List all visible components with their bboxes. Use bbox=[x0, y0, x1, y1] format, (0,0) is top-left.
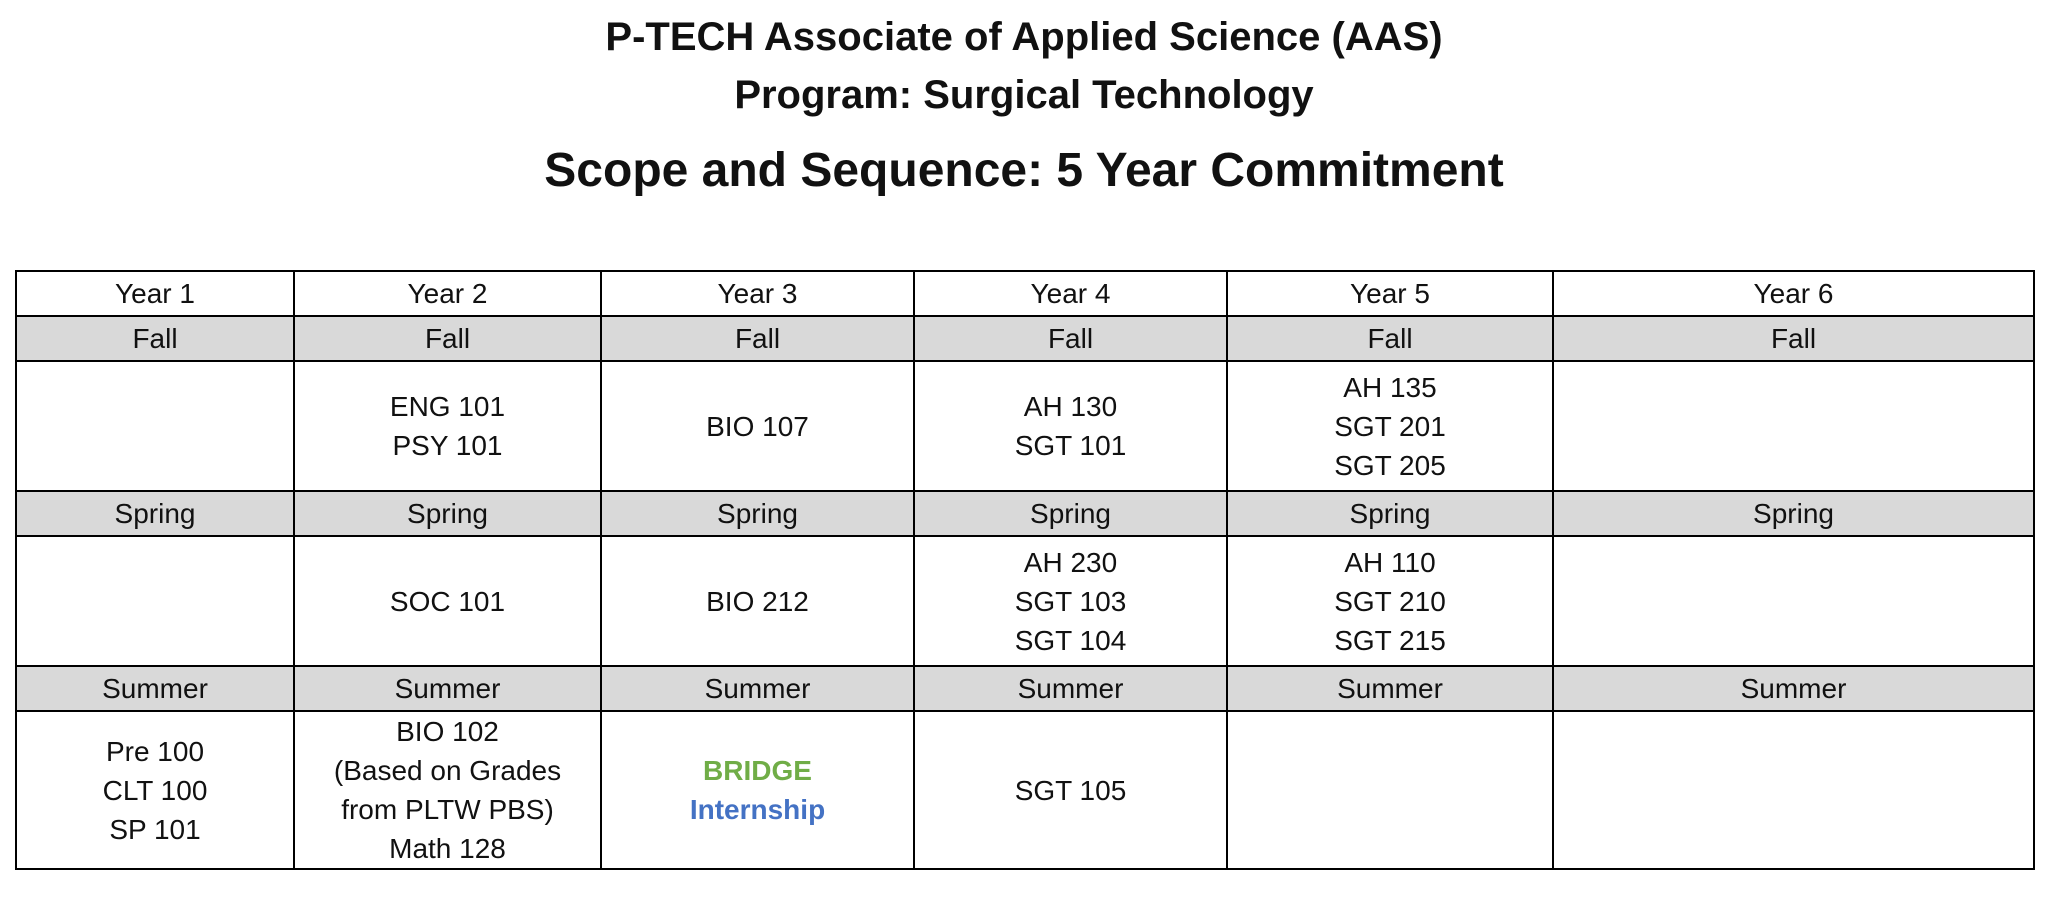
course-code: AH 230 bbox=[1023, 546, 1118, 578]
program-degree-title: P-TECH Associate of Applied Science (AAS) bbox=[605, 15, 1443, 59]
program-name-title: Program: Surgical Technology bbox=[734, 73, 1314, 117]
course-code: SOC 101 bbox=[389, 585, 506, 617]
course-code: Math 128 bbox=[389, 833, 506, 864]
course-code: AH 110 bbox=[1344, 546, 1436, 578]
course-code: Pre 100 bbox=[105, 735, 205, 767]
spring-courses-row bbox=[16, 536, 2034, 666]
scope-sequence-table bbox=[15, 270, 2035, 870]
spring-courses-year-1 bbox=[16, 536, 294, 666]
year-header-cell: Year 5 bbox=[1227, 271, 1553, 316]
course-code: SGT 105 bbox=[1014, 774, 1127, 806]
summer-courses-year-2 bbox=[294, 711, 601, 869]
spring-courses-year-5 bbox=[1227, 536, 1553, 666]
course-code: SGT 101 bbox=[1014, 430, 1127, 461]
spring-term-cell: Spring bbox=[601, 491, 914, 536]
spring-courses-year-2 bbox=[294, 536, 601, 666]
course-code: SGT 210 bbox=[1334, 585, 1446, 617]
fall-term-cell: Fall bbox=[601, 316, 914, 361]
fall-courses-row bbox=[16, 361, 2034, 491]
course-code: SGT 205 bbox=[1334, 449, 1446, 481]
course-code: BIO 102 bbox=[396, 716, 499, 747]
year-header-cell: Year 3 bbox=[601, 271, 914, 316]
course-note: (Based on Grades bbox=[333, 755, 562, 786]
summer-term-cell: Summer bbox=[601, 666, 914, 711]
summer-courses-year-3 bbox=[601, 711, 914, 869]
course-code: PSY 101 bbox=[392, 430, 503, 461]
course-code: BIO 107 bbox=[706, 410, 809, 442]
fall-term-cell: Fall bbox=[294, 316, 601, 361]
year-header-cell: Year 4 bbox=[914, 271, 1227, 316]
summer-courses-year-4 bbox=[914, 711, 1227, 869]
summer-term-cell: Summer bbox=[914, 666, 1227, 711]
fall-courses-year-3 bbox=[601, 361, 914, 491]
fall-courses-year-5 bbox=[1227, 361, 1553, 491]
spring-courses-year-6 bbox=[1553, 536, 2034, 666]
fall-courses-year-1 bbox=[16, 361, 294, 491]
fall-courses-year-6 bbox=[1553, 361, 2034, 491]
summer-courses-year-1 bbox=[16, 711, 294, 869]
spring-term-cell: Spring bbox=[1227, 491, 1553, 536]
fall-courses-year-2 bbox=[294, 361, 601, 491]
document-header bbox=[0, 8, 2048, 206]
summer-term-cell: Summer bbox=[1553, 666, 2034, 711]
year-header-row bbox=[16, 271, 2034, 316]
fall-term-cell: Fall bbox=[16, 316, 294, 361]
internship-label: Internship bbox=[689, 794, 826, 825]
spring-term-cell: Spring bbox=[914, 491, 1227, 536]
year-header-cell: Year 2 bbox=[294, 271, 601, 316]
course-code: SGT 201 bbox=[1334, 410, 1446, 442]
spring-term-cell: Spring bbox=[294, 491, 601, 536]
spring-courses-year-4 bbox=[914, 536, 1227, 666]
course-code: SGT 215 bbox=[1334, 624, 1446, 656]
fall-term-cell: Fall bbox=[1553, 316, 2034, 361]
course-note: from PLTW PBS) bbox=[341, 794, 554, 825]
course-code: CLT 100 bbox=[102, 774, 208, 806]
spring-term-cell: Spring bbox=[1553, 491, 2034, 536]
summer-term-row bbox=[16, 666, 2034, 711]
fall-courses-year-4 bbox=[914, 361, 1227, 491]
course-code: BIO 212 bbox=[706, 585, 809, 617]
spring-term-row bbox=[16, 491, 2034, 536]
scope-sequence-title: Scope and Sequence: 5 Year Commitment bbox=[544, 144, 1504, 197]
year-header-cell: Year 6 bbox=[1553, 271, 2034, 316]
bridge-label: BRIDGE bbox=[703, 755, 812, 786]
course-code: SP 101 bbox=[109, 813, 201, 845]
summer-courses-year-6 bbox=[1553, 711, 2034, 869]
course-code: AH 135 bbox=[1343, 371, 1437, 403]
summer-term-cell: Summer bbox=[1227, 666, 1553, 711]
summer-courses-year-5 bbox=[1227, 711, 1553, 869]
summer-term-cell: Summer bbox=[294, 666, 601, 711]
fall-term-row bbox=[16, 316, 2034, 361]
summer-term-cell: Summer bbox=[16, 666, 294, 711]
course-code: SGT 104 bbox=[1014, 624, 1127, 656]
spring-courses-year-3 bbox=[601, 536, 914, 666]
course-code: ENG 101 bbox=[389, 391, 506, 422]
summer-courses-row bbox=[16, 711, 2034, 869]
fall-term-cell: Fall bbox=[1227, 316, 1553, 361]
course-code: SGT 103 bbox=[1014, 585, 1127, 617]
course-code: AH 130 bbox=[1023, 391, 1118, 422]
spring-term-cell: Spring bbox=[16, 491, 294, 536]
year-header-cell: Year 1 bbox=[16, 271, 294, 316]
fall-term-cell: Fall bbox=[914, 316, 1227, 361]
